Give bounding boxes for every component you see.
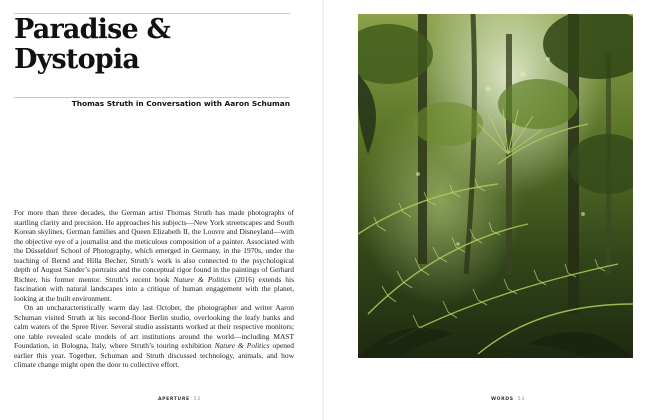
book-title: Nature & Politics [173, 274, 231, 284]
article-body [14, 208, 294, 370]
jungle-photograph [358, 14, 633, 358]
right-page [323, 0, 646, 420]
folio-right-section: WORDS [491, 397, 514, 402]
text-run: opened earlier this year. Together, Schuman and Struth discussed technology, animals, and how climate change might open the door to collective effort. [14, 341, 294, 369]
book-title: Nature & Politics [214, 341, 270, 350]
title-line-2: Dystopia [14, 44, 140, 75]
folio-left-section: APERTURE [158, 397, 190, 402]
folio-right-page-number: 53 [517, 397, 525, 402]
folio-right [491, 397, 525, 402]
folio-left [158, 397, 201, 402]
article-subtitle: Thomas Struth in Conversation with Aaron Schuman [71, 99, 290, 108]
text-run: (2016) extends his fascination with natural landscapes into a critique of human engagement with the planet, looking at the built environment. [14, 274, 294, 303]
text-run: On an uncharacteristically warm day last October, the photographer and writer Aaron Schuman visited Struth at his second-floor Berlin studio, overlooking the leafy banks and calm waters of the Spree River. Several studio assistants worked at their respective monitors; one table revealed scale models of art institutions around the world—including MAST Foundation, in Bologna, Italy, where Struth’s touring exhibition [14, 303, 294, 350]
title-line-1: Paradise & [14, 14, 171, 45]
subtitle-rule [14, 97, 290, 98]
body-paragraph [14, 208, 294, 303]
article-title [14, 15, 170, 75]
jungle-photo-illustration [358, 14, 633, 358]
text-run: For more than three decades, the German artist Thomas Struth has made photographs of startling clarity and precision. He approaches his subjects—New York streetscapes and South Korean skylines, German families and Queen Elizabeth II, the Louvre and Disneyland—with the objective eye of a journalist and the meticulous composition of a painter. Associated with the Düsseldorf School of Photography, which emerged in Germany, in the 1970s, under the teaching of Bernd and Hilla Becher, Struth’s work is also connected to the psychological depth of August Sander’s portraits and the conceptual rigor found in the paintings of Gerhard Richter, his former mentor. Struth’s recent book [14, 208, 294, 284]
body-paragraph [14, 303, 294, 370]
folio-left-page-number: 52 [193, 397, 201, 402]
